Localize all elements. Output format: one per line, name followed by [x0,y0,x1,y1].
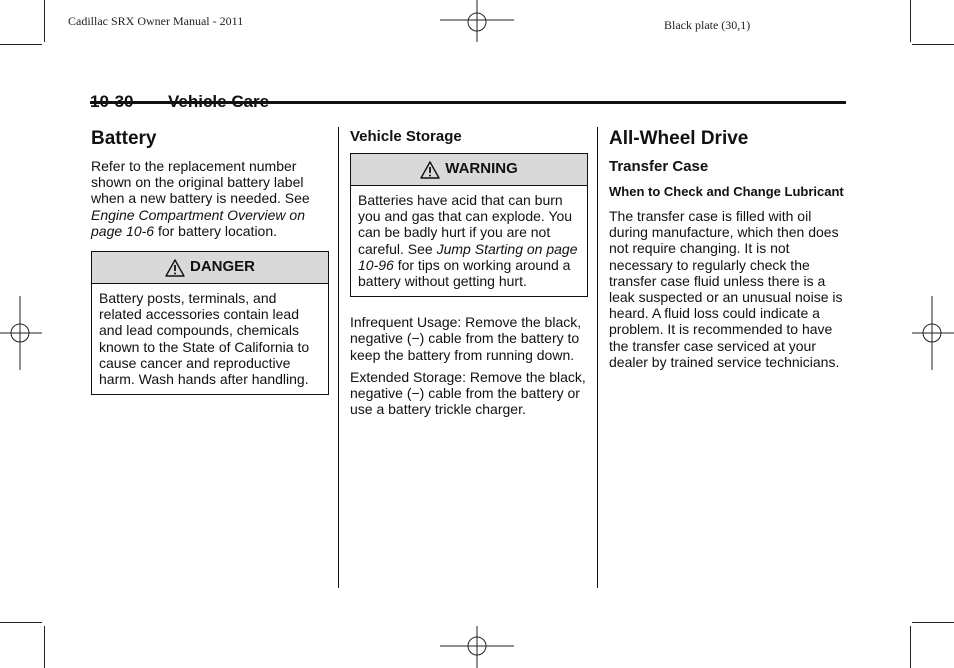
crop-mark [912,622,954,623]
warning-body [351,186,587,296]
running-header-right: Black plate (30,1) [664,18,751,32]
danger-body [92,284,328,394]
danger-text: Battery posts, terminals, and related accessories contain lead and lead compounds, chemicals known to the State of California to cause cancer and reproductive harm. Wash hands after handling. [99,290,310,388]
crop-mark [912,44,954,45]
battery-intro-text: Refer to the replacement number shown on the original battery label when a new battery is needed. See [91,158,310,207]
crop-mark [0,44,42,45]
warning-text-plain: Batteries have acid that can burn you and gas that can explode. You can be badly hurt if you are not careful. See [358,192,573,257]
crop-mark [0,622,42,623]
battery-intro-tail: for battery location. [154,222,278,239]
warning-label: WARNING [445,160,518,178]
column-battery [91,128,329,395]
warning-header [351,154,587,186]
battery-intro [91,158,329,239]
engine-compartment-link[interactable]: Engine Compartment Overview on page 10-6 [91,206,305,239]
warning-text-tail: for tips on working around a battery without getting hurt. [358,256,571,290]
danger-box [91,251,329,395]
column-divider [597,127,598,588]
danger-label: DANGER [189,258,255,276]
column-divider [338,127,339,588]
registration-mark-icon [440,0,514,42]
warning-triangle-icon [165,259,185,277]
danger-header [92,252,328,284]
section-rule [90,101,846,104]
battery-heading: Battery [91,128,157,149]
awd-heading: All-Wheel Drive [609,128,749,149]
column-awd [609,128,845,376]
crop-mark [910,626,911,668]
warning-text [358,192,580,289]
warning-box [350,153,588,297]
crop-mark [44,626,45,668]
vehicle-storage-heading: Vehicle Storage [350,128,462,145]
infrequent-usage-text: Infrequent Usage: Remove the black, negative (−) cable from the battery to keep the battery from running down. [350,314,582,363]
registration-mark-icon [0,296,42,370]
check-change-lubricant-heading: When to Check and Change Lubricant [609,184,844,199]
warning-triangle-icon [420,161,440,179]
running-header-left: Cadillac SRX Owner Manual - 2011 [68,14,244,28]
registration-mark-icon [440,626,514,668]
extended-storage-text: Extended Storage: Remove the black, negative (−) cable from the battery or use a battery trickle charger. [350,368,586,418]
crop-mark [910,0,911,42]
column-vehicle-storage [350,128,588,423]
transfer-case-heading: Transfer Case [609,158,709,175]
jump-starting-link[interactable]: Jump Starting on page 10-96 [358,240,578,273]
transfer-case-text: The transfer case is filled with oil during manufacture, which then does not require changing. It is not necessary to regularly check the transfer case fluid unless there is a leak suspected or an unusual noise is heard. A fluid loss could indicate a problem. It is recommended to have the transfer case serviced at your dealer by trained service technicians. [609,208,843,370]
crop-mark [44,0,45,42]
registration-mark-icon [912,296,954,370]
